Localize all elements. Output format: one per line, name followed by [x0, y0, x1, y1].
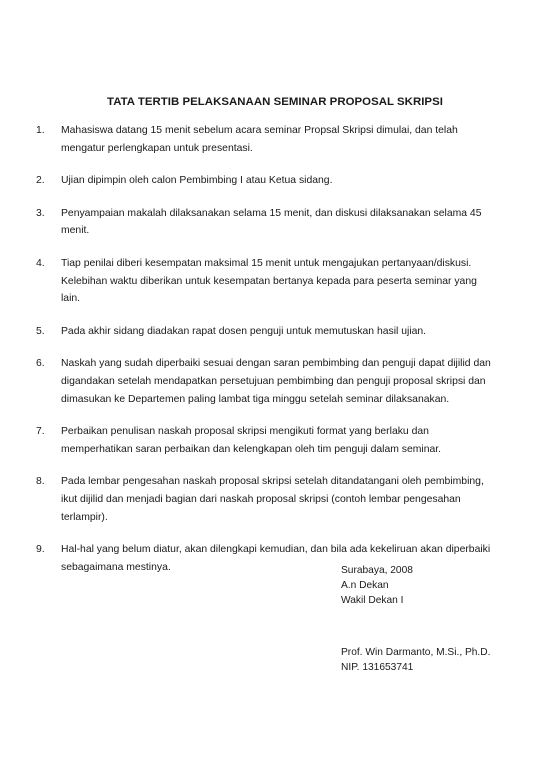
item-text: Hal-hal yang belum diatur, akan dilengkapi kemudian, dan bila ada kekeliruan akan diperbaiki sebagaimana mestinya.: [61, 544, 491, 573]
item-text: Naskah yang sudah diperbaiki sesuai dengan saran pembimbing dan penguji dapat dijilid dan digandakan setelah mendapatkan persetujuan pembimbing dan penguji proposal skripsi dan dimasukan ke Departemen paling lambat tiga minggu setelah seminar dilaksanakan.: [61, 358, 491, 405]
list-item: [36, 255, 496, 308]
signature-block: [341, 563, 490, 675]
item-text: Pada akhir sidang diadakan rapat dosen penguji untuk memutuskan hasil ujian.: [61, 325, 427, 337]
list-item: [36, 355, 496, 408]
signatory-nip: NIP. 131653741: [341, 661, 414, 673]
list-item: [36, 172, 496, 190]
item-number: 4.: [36, 257, 45, 269]
list-item: [36, 122, 496, 157]
on-behalf-line: A.n Dekan: [341, 580, 389, 592]
item-number: 6.: [36, 358, 45, 370]
item-text: Penyampaian makalah dilaksanakan selama 15 menit, dan diskusi dilaksanakan selama 45 menit.: [61, 207, 482, 237]
item-text: Perbaikan penulisan naskah proposal skripsi mengikuti format yang berlaku dan memperhatikan saran perbaikan dan kelengkapan oleh tim penguji dalam seminar.: [61, 426, 442, 455]
item-number: 5.: [36, 325, 45, 337]
item-text: Pada lembar pengesahan naskah proposal skripsi setelah ditandatangani oleh pembimbing, ikut dijilid dan menjadi bagian dari naskah proposal skripsi (contoh lembar pengesahan terlampir).: [61, 476, 484, 523]
item-number: 2.: [36, 175, 45, 187]
rules-list: [36, 122, 496, 591]
item-text: Tiap penilai diberi kesempatan maksimal 15 menit untuk mengajukan pertanyaan/diskusi. Kelebihan waktu diberikan untuk kesempatan bertanya kepada para peserta seminar yang lain.: [61, 257, 477, 305]
signatory-name: Prof. Win Darmanto, M.Si., Ph.D.: [341, 646, 491, 658]
list-item: [36, 205, 496, 240]
document-title: TATA TERTIB PELAKSANAAN SEMINAR PROPOSAL SKRIPSI: [107, 96, 443, 108]
signature-space: [341, 609, 490, 645]
item-number: 3.: [36, 207, 45, 219]
list-item: [36, 423, 496, 458]
item-text: Mahasiswa datang 15 menit sebelum acara seminar Propsal Skripsi dimulai, dan telah mengatur perlengkapan untuk presentasi.: [61, 125, 458, 154]
item-number: 1.: [36, 125, 45, 136]
signatory-role: Wakil Dekan I: [341, 595, 404, 607]
item-number: 8.: [36, 476, 45, 488]
list-item: [36, 473, 496, 526]
place-date: Surabaya, 2008: [341, 565, 413, 576]
list-item: [36, 323, 496, 341]
item-text: Ujian dipimpin oleh calon Pembimbing I atau Ketua sidang.: [61, 175, 333, 187]
item-number: 9.: [36, 544, 45, 556]
item-number: 7.: [36, 426, 45, 438]
